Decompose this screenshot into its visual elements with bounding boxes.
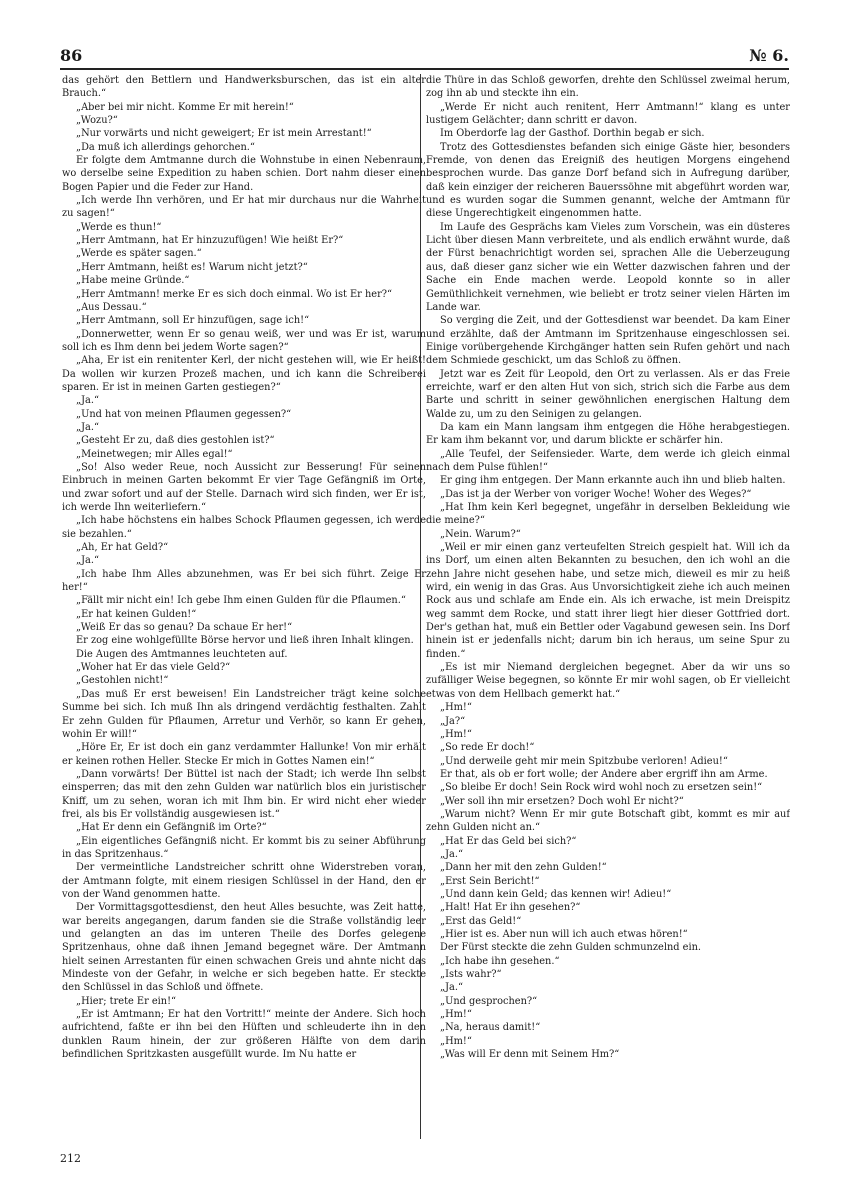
- column-divider: [420, 74, 421, 1139]
- paragraph: „Warum nicht? Wenn Er mir gute Botschaft gibt, kommt es mir auf zehn Gulden nicht an.“: [426, 808, 790, 834]
- paragraph: Er folgte dem Amtmanne durch die Wohnstube in einen Nebenraum, wo derselbe seine Expedition zu haben schien. Dort nahm dieser einen Bogen Papier und die Feder zur Hand.: [62, 155, 426, 193]
- paragraph: „Hm!“: [440, 728, 472, 740]
- paragraph: Der Vormittagsgottesdienst, den heut Alles besuchte, was Zeit hatte, war bereits angegangen, darum fanden sie die Straße vollständig leer und gelangten an das im unteren Theile des Dorfes gelegene Spritzenhaus, ohne daß ihnen Jemand begegnet wäre. Der Amtmann hielt seinen Arrestanten für einen schwachen Greis und ahnte nicht das Mindeste von der Gefahr, in welche er sich begeben hatte. Er steckte den Schlüssel in das Schloß und öffnete.: [62, 902, 426, 994]
- paragraph: „Dann vorwärts! Der Büttel ist nach der Stadt; ich werde Ihn selbst einsperren; das mit den zehn Gulden war natürlich blos ein juristischer Kniff, um zu sehen, woran ich mit Ihm bin. Er wird nicht eher wieder frei, als bis Er vollständig ausgewiesen ist.“: [62, 768, 426, 820]
- paragraph: „Hier; trete Er ein!“: [76, 995, 177, 1007]
- paragraph: „Habe meine Gründe.“: [76, 275, 190, 287]
- paragraph: „Wozu?“: [76, 115, 118, 127]
- paragraph: „Meinetwegen; mir Alles egal!“: [76, 448, 233, 460]
- paragraph: „Da muß ich allerdings gehorchen.“: [76, 141, 255, 153]
- paragraph: „Hier ist es. Aber nun will ich auch etwas hören!“: [440, 929, 688, 940]
- paragraph: Trotz des Gottesdienstes befanden sich einige Gäste hier, besonders Fremde, von denen das Ereigniß des heutigen Morgens eingehend besprochen wurde. Das ganze Dorf befand sich in Aufregung darüber, daß kein einziger der reicheren Bauerssöhne mit abgeführt worden war, und es wurden sogar die Summen genannt, welche der Amtmann für diese Ungerechtigkeit eingenommen hatte.: [426, 141, 790, 220]
- paragraph: „Hm!“: [440, 1009, 472, 1021]
- paragraph: „Aber bei mir nicht. Komme Er mit herein!“: [76, 101, 294, 113]
- paragraph: „Und derweile geht mir mein Spitzbube verloren! Adieu!“: [440, 755, 728, 767]
- paragraph: „Alle Teufel, der Seifensieder. Warte, dem werde ich gleich einmal nach dem Pulse fühlen!“: [426, 448, 790, 473]
- paragraph: das gehört den Bettlern und Handwerksburschen, das ist ein alter Brauch.“: [62, 75, 426, 100]
- paragraph: „Herr Amtmann! merke Er es sich doch einmal. Wo ist Er her?“: [76, 288, 393, 300]
- paragraph: Da kam ein Mann langsam ihm entgegen die Höhe herabgestiegen. Er kam ihm bekannt vor, und darum blickte er schärfer hin.: [426, 421, 790, 447]
- paragraph: Der Fürst steckte die zehn Gulden schmunzelnd ein.: [440, 942, 701, 954]
- paragraph: „Das ist ja der Werber von voriger Woche! Woher des Weges?“: [440, 488, 752, 500]
- paragraph: „Und dann kein Geld; das kennen wir! Adieu!“: [440, 888, 672, 900]
- paragraph: „Fällt mir nicht ein! Ich gebe Ihm einen Gulden für die Pflaumen.“: [76, 595, 406, 607]
- paragraph: „Aha, Er ist ein renitenter Kerl, der nicht gestehen will, wie Er heißt! Da wollen wir kurzen Prozeß machen, und ich kann die Schreiberei sparen. Er ist in meinen Garten gestiegen?“: [62, 355, 426, 393]
- paragraph: „Nein. Warum?“: [440, 528, 521, 540]
- paragraph: „Erst Sein Bericht!“: [440, 875, 540, 887]
- paragraph: „Höre Er, Er ist doch ein ganz verdammter Hallunke! Von mir erhält er keinen rothen Heller. Stecke Er mich in Gottes Namen ein!“: [62, 742, 426, 767]
- right-column: [426, 74, 790, 1139]
- paragraph: die Thüre in das Schloß geworfen, drehte den Schlüssel zweimal herum, zog ihn ab und steckte ihn ein.: [426, 75, 790, 100]
- paragraph: Im Laufe des Gesprächs kam Vieles zum Vorschein, was ein düsteres Licht über diesen Mann verbreitete, und als endlich erwähnt wurde, daß der Fürst benachrichtigt worden sei, sprachen Alle die Ueberzeugung aus, daß dieser ganz sicher wie ein Wetter dazwischen fahren und der Sache ein Ende machen werde. Leopold konnte so in aller Gemüthlichkeit vernehmen, wie beliebt er trotz seiner vielen Härten im Lande war.: [426, 221, 790, 313]
- page-header: [60, 46, 789, 68]
- paragraph: „Weil er mir einen ganz verteufelten Streich gespielt hat. Will ich da ins Dorf, um einen alten Bekannten zu besuchen, den ich wohl an die zehn Jahre nicht gesehen habe, und setze mich, dieweil es mir zu heiß wird, ein wenig in das Gras. Aus Unvorsichtigkeit ziehe ich auch meinen Rock aus und schlafe am Ende ein. Als ich erwache, ist mein Dreispitz weg sammt dem Rocke, und statt ihrer liegt hier dieser Gottfried dort. Der's gethan hat, muß ein Bettler oder Vagabund gewesen sein. Ins Dorf hinein ist er jedenfalls nicht; darum bin ich heraus, um seine Spur zu finden.“: [426, 542, 790, 660]
- paragraph: „Hm!“: [440, 702, 472, 714]
- paragraph: „Dann her mit den zehn Gulden!“: [440, 862, 607, 874]
- paragraph: „Er hat keinen Gulden!“: [76, 608, 197, 620]
- paragraph: „Herr Amtmann, hat Er hinzuzufügen! Wie heißt Er?“: [76, 235, 344, 247]
- paragraph: „Ists wahr?“: [440, 969, 502, 981]
- paragraph: „Was will Er denn mit Seinem Hm?“: [440, 1049, 620, 1061]
- paragraph: „Ja.“: [440, 848, 463, 860]
- paragraph: Er ging ihm entgegen. Der Mann erkannte auch ihn und blieb halten.: [440, 475, 786, 487]
- paragraph: „Hm!“: [440, 1035, 472, 1047]
- paragraph: „Es ist mir Niemand dergleichen begegnet. Aber da wir uns so zufälliger Weise begegnen, so könnte Er mir wohl sagen, ob Er vielleicht etwas von dem Hellbach gemerkt hat.“: [426, 662, 790, 700]
- paragraph: „Ja?“: [440, 715, 466, 727]
- paragraph: Er that, als ob er fort wolle; der Andere aber ergriff ihn am Arme.: [440, 768, 768, 780]
- paragraph: „Aus Dessau.“: [76, 301, 147, 313]
- paragraph: „Ich habe Ihm Alles abzunehmen, was Er bei sich führt. Zeige Er her!“: [62, 568, 426, 594]
- paragraph: „Ja.“: [76, 421, 99, 433]
- paragraph: „Woher hat Er das viele Geld?“: [76, 662, 231, 674]
- paragraph: „Ja.“: [440, 982, 463, 994]
- paragraph: Im Oberdorfe lag der Gasthof. Dorthin begab er sich.: [440, 128, 705, 140]
- paragraph: „Halt! Hat Er ihn gesehen?“: [440, 902, 581, 914]
- paragraph: „Herr Amtmann, soll Er hinzufügen, sage ich!“: [76, 315, 310, 327]
- paragraph: „Ich habe ihn gesehen.“: [440, 955, 560, 967]
- paragraph: „Werde Er nicht auch renitent, Herr Amtmann!“ klang es unter lustigem Gelächter; dann schritt er davon.: [426, 101, 790, 127]
- paragraph: Er zog eine wohlgefüllte Börse hervor und ließ ihren Inhalt klingen.: [76, 635, 414, 647]
- paragraph: „Und hat von meinen Pflaumen gegessen?“: [76, 408, 292, 420]
- paragraph: „Hat Ihm kein Kerl begegnet, ungefähr in derselben Bekleidung wie die meine?“: [426, 502, 790, 527]
- paragraph: „Gestohlen nicht!“: [76, 675, 169, 687]
- left-column: [62, 74, 426, 1139]
- paragraph: Die Augen des Amtmannes leuchteten auf.: [76, 648, 288, 660]
- paragraph: „Ich habe höchstens ein halbes Schock Pflaumen gegessen, ich werde sie bezahlen.“: [62, 515, 426, 540]
- paragraph: „Nur vorwärts und nicht geweigert; Er ist mein Arrestant!“: [76, 128, 372, 140]
- paragraph: „Ah, Er hat Geld?“: [76, 542, 169, 554]
- paragraph: So verging die Zeit, und der Gottesdienst war beendet. Da kam Einer und erzählte, daß der Amtmann im Spritzenhause eingeschlossen sei. Einige vorübergehende Kirchgänger hatten sein Rufen gehört und nach dem Schmiede geschickt, um das Schloß zu öffnen.: [426, 315, 790, 367]
- paragraph: „Hat Er das Geld bei sich?“: [440, 835, 577, 847]
- paragraph: „Das muß Er erst beweisen! Ein Landstreicher trägt keine solche Summe bei sich. Ich muß Ihn als dringend verdächtig festhalten. Zahlt Er zehn Gulden für Pflaumen, Arretur und Verhör, so kann Er gehen, wohin Er will!“: [62, 688, 426, 740]
- paragraph: „Werde es thun!“: [76, 221, 162, 233]
- paragraph: „Weiß Er das so genau? Da schaue Er her!“: [76, 622, 293, 634]
- paragraph: „Werde es später sagen.“: [76, 248, 202, 260]
- paragraph: „Und gesprochen?“: [440, 995, 538, 1007]
- header-rule: [60, 68, 789, 70]
- paragraph: „Gesteht Er zu, daß dies gestohlen ist?“: [76, 435, 275, 447]
- paragraph: „Erst das Geld!“: [440, 915, 522, 927]
- paragraph: „Ich werde Ihn verhören, und Er hat mir durchaus nur die Wahrheit zu sagen!“: [62, 195, 426, 220]
- paragraph: „Wer soll ihn mir ersetzen? Doch wohl Er nicht?“: [440, 795, 684, 807]
- paragraph: „Ein eigentliches Gefängniß nicht. Er kommt bis zu seiner Abführung in das Spritzenhaus.“: [62, 835, 426, 860]
- paragraph: „Donnerwetter, wenn Er so genau weiß, wer und was Er ist, warum soll ich es Ihm denn bei jedem Worte sagen?“: [62, 328, 426, 353]
- paragraph: Jetzt war es Zeit für Leopold, den Ort zu verlassen. Als er das Freie erreichte, warf er den alten Hut von sich, strich sich die Farbe aus dem Barte und schritt in seiner gewöhnlichen energischen Haltung dem Walde zu, um zu den Seinigen zu gelangen.: [426, 368, 790, 420]
- folio-number: 212: [60, 1152, 81, 1165]
- paragraph: „Herr Amtmann, heißt es! Warum nicht jetzt?“: [76, 261, 308, 273]
- paragraph: Der vermeintliche Landstreicher schritt ohne Widerstreben voran, der Amtmann folgte, mit einem riesigen Schlüssel in der Hand, den er von der Wand genommen hatte.: [62, 862, 426, 900]
- paragraph: „So rede Er doch!“: [440, 742, 535, 754]
- paragraph: „Ja.“: [76, 395, 99, 407]
- paragraph: „So bleibe Er doch! Sein Rock wird wohl noch zu ersetzen sein!“: [440, 782, 763, 794]
- paragraph: „So! Also weder Reue, noch Aussicht zur Besserung! Für seinen Einbruch in meinen Garten bekommt Er vier Tage Gefängniß im Orte, und zwar sofort und auf der Stelle. Darnach wird sich finden, wer Er ist, ich werde Ihn weiterliefern.“: [62, 461, 426, 513]
- page-number: 86: [60, 46, 83, 65]
- paragraph: „Na, heraus damit!“: [440, 1022, 541, 1034]
- paragraph: „Er ist Amtmann; Er hat den Vortritt!“ meinte der Andere. Sich hoch aufrichtend, faßte er ihn bei den Hüften und schleuderte ihn in den dunklen Raum hinein, der zur größeren Hälfte von dem darin befindlichen Spritzkasten ausgefüllt wurde. Im Nu hatte er: [62, 1009, 426, 1061]
- issue-number: № 6.: [749, 46, 789, 65]
- paragraph: „Hat Er denn ein Gefängniß im Orte?“: [76, 822, 267, 834]
- paragraph: „Ja.“: [76, 555, 99, 567]
